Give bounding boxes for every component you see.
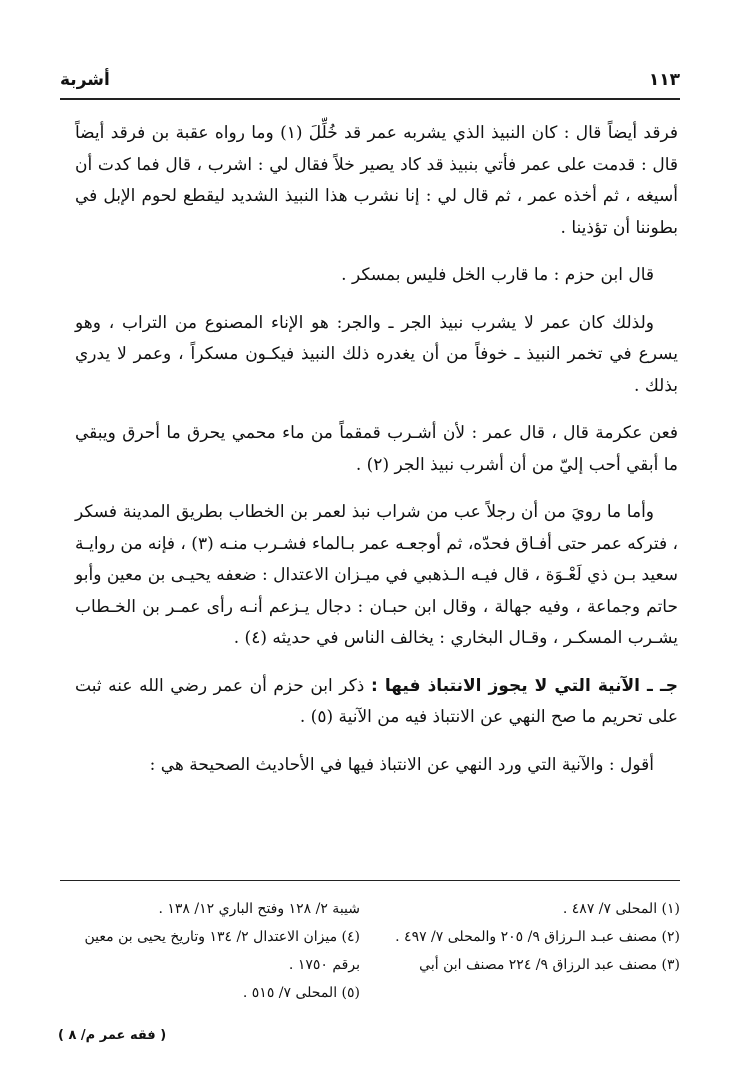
footnote: (٥) المحلى ٧/ ٥١٥ . xyxy=(242,985,360,1001)
paragraph: ولذلك كان عمر لا يشرب نبيذ الجر ـ والجر: هو الإناء المصنوع من التراب ، وهو يسرع في تخمر النبيذ ـ خوفاً من أن يغدره ذلك النبيذ فيكـون مسكراً ، وعمر لا يدري بذلك . xyxy=(75,312,678,396)
page-header xyxy=(60,70,680,96)
footnote-rule xyxy=(60,880,680,881)
footnote: شيبة ٢/ ١٢٨ وفتح الباري ١٢/ ١٣٨ . xyxy=(158,901,360,917)
section-paragraph xyxy=(75,671,678,734)
paragraph: فعن عكرمة قال ، قال عمر : لأن أشـرب قمقماً من ماء محمي يحرق ما أحرق ويبقي ما أبقي أحب إليّ من أن أشرب نبيذ الجر (٢) . xyxy=(75,423,678,475)
header-rule xyxy=(60,98,680,100)
running-title: أشربة xyxy=(60,70,110,90)
page-number: ١١٣ xyxy=(648,70,680,90)
section-heading: جـ ـ الآنية التي لا يجوز الانتباذ فيها : xyxy=(370,675,679,696)
footnote: (٢) مصنف عبـد الـرزاق ٩/ ٢٠٥ والمحلى ٧/ ٤٩٧ . xyxy=(395,929,680,945)
main-text xyxy=(75,118,678,797)
footnote: (١) المحلى ٧/ ٤٨٧ . xyxy=(562,901,680,917)
footnote: (٣) مصنف عبد الرزاق ٩/ ٢٢٤ مصنف ابن أبي xyxy=(419,957,680,973)
footnotes-right-column xyxy=(380,895,680,979)
footnote: (٤) ميزان الاعتدال ٢/ ١٣٤ وتاريخ يحيى بن معين برقم ١٧٥٠ . xyxy=(84,929,360,973)
paragraph: قال ابن حزم : ما قارب الخل فليس بمسكر . xyxy=(341,265,654,285)
signature-mark: ( فقه عمر م/ ٨ ) xyxy=(58,1028,167,1043)
footnotes-left-column xyxy=(60,895,360,1007)
paragraph: وأما ما رويَ من أن رجلاً عب من شراب نبذ لعمر بن الخطاب بطريق المدينة فسكر ، فتركه عمر حتى أفـاق فحدّه، ثم أوجعـه عمر بـالماء فشـرب منـه (٣) ، فإنه من روايـة سعيد بـن ذي لَعْـوَة ، قال فيـه الـذهبي في ميـزان الاعتدال : ضعفه يحيـى بن معين وأبو حاتم وجماعة ، وفيه جهالة ، وقال ابن حبـان : دجال يـزعم أنـه رأى عمـر بن الخـطاب يشـرب المسكـر ، وقـال البخاري : يخالف الناس في حديثه (٤) . xyxy=(75,502,679,648)
section-text: ذكر ابن حزم أن عمر رضي الله عنه ثبت على تحريم ما صح النهي عن الانتباذ فيه من الآنية (٥) . xyxy=(75,675,678,727)
paragraph: فرقد أيضاً قال : كان النبيذ الذي يشربه عمر قد خُلِّلَ (١) وما رواه عقبة بن فرقد أيضاً قال : قدمت على عمر فأتي بنبيذ قد كاد يصير خلاً فقال لي : اشرب ، قال فما كدت أن أسيغه ، ثم أخذه عمر ، ثم قال لي : إنا نشرب هذا النبيذ الشديد ليقطع لحوم الإبل في بطوننا أن تؤذينا . xyxy=(75,123,678,238)
paragraph: أقول : والآنية التي ورد النهي عن الانتباذ فيها في الأحاديث الصحيحة هي : xyxy=(149,754,654,775)
